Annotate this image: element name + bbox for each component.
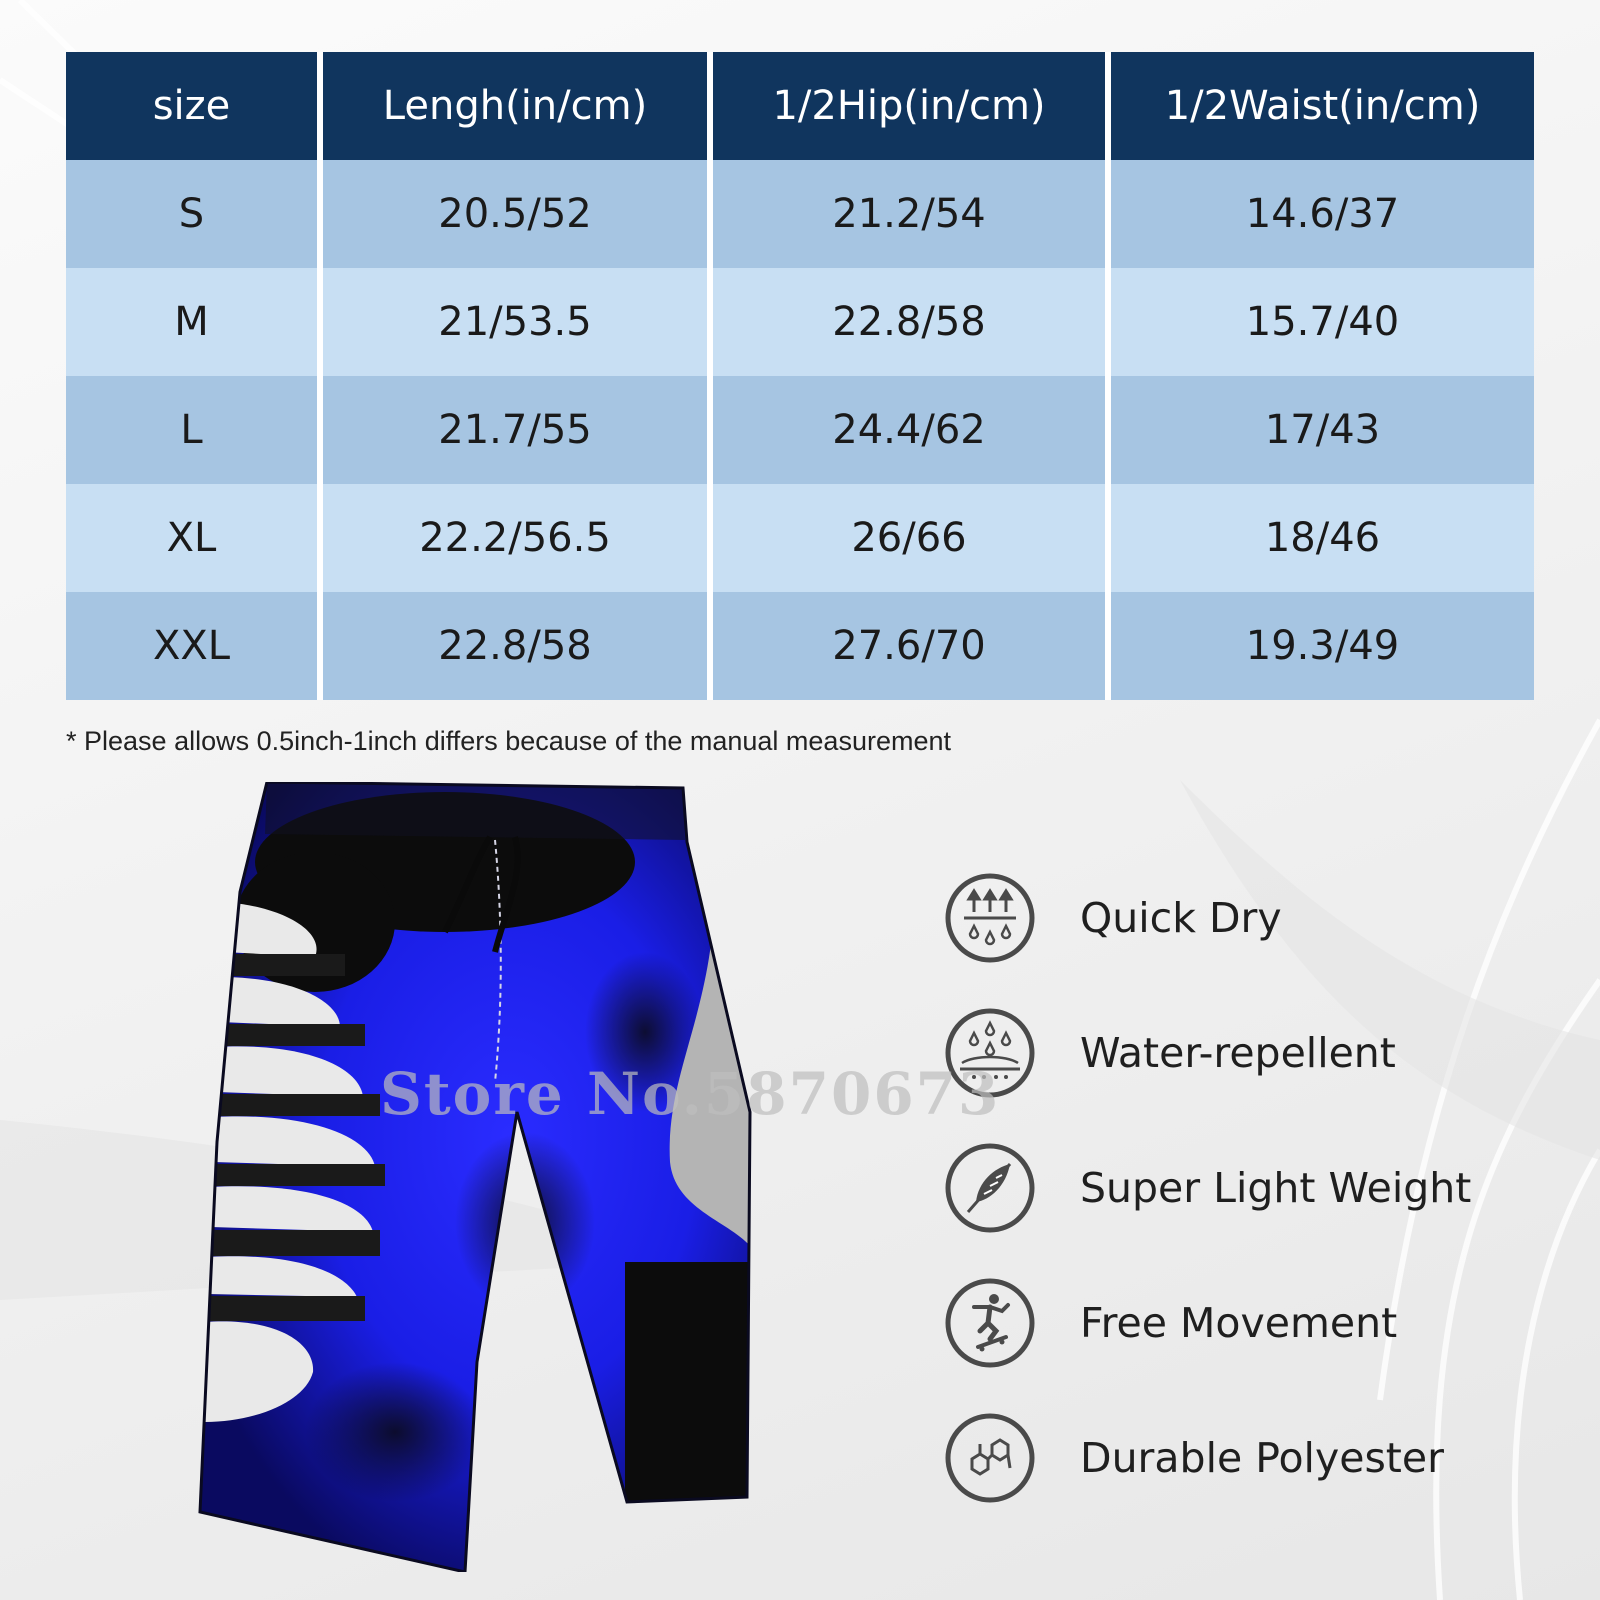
cell-size: S (66, 160, 323, 268)
size-chart-table (66, 52, 1534, 700)
cell-size: M (66, 268, 323, 376)
feature-super-light-weight (944, 1142, 1471, 1234)
cell-size: XXL (66, 592, 323, 700)
header-half-waist: 1/2Waist(in/cm) (1111, 52, 1534, 160)
cell-hip: 24.4/62 (713, 376, 1111, 484)
feature-label: Super Light Weight (1080, 1164, 1472, 1212)
molecule-icon (944, 1412, 1036, 1504)
cell-hip: 21.2/54 (713, 160, 1111, 268)
cell-waist: 18/46 (1111, 484, 1534, 592)
cell-waist: 14.6/37 (1111, 160, 1534, 268)
quick-dry-icon (944, 872, 1036, 964)
header-half-hip: 1/2Hip(in/cm) (713, 52, 1111, 160)
cell-length: 21/53.5 (323, 268, 713, 376)
cell-length: 22.2/56.5 (323, 484, 713, 592)
feather-icon (944, 1142, 1036, 1234)
feature-list (944, 872, 1471, 1547)
cell-hip: 22.8/58 (713, 268, 1111, 376)
feature-water-repellent (944, 1007, 1471, 1099)
feature-quick-dry (944, 872, 1471, 964)
table-row (66, 268, 1534, 376)
store-watermark: Store No.5870673 (380, 1060, 1001, 1128)
cell-waist: 19.3/49 (1111, 592, 1534, 700)
cell-length: 22.8/58 (323, 592, 713, 700)
feature-label: Free Movement (1080, 1299, 1398, 1347)
feature-label: Water-repellent (1080, 1029, 1396, 1077)
cell-hip: 26/66 (713, 484, 1111, 592)
cell-waist: 15.7/40 (1111, 268, 1534, 376)
board-shorts-image (195, 782, 765, 1572)
table-header-row (66, 52, 1534, 160)
cell-hip: 27.6/70 (713, 592, 1111, 700)
header-size: size (66, 52, 323, 160)
feature-label: Quick Dry (1080, 894, 1282, 942)
feature-durable-polyester (944, 1412, 1471, 1504)
header-length: Lengh(in/cm) (323, 52, 713, 160)
cell-size: XL (66, 484, 323, 592)
feature-free-movement (944, 1277, 1471, 1369)
cell-length: 21.7/55 (323, 376, 713, 484)
measurement-note: * Please allows 0.5inch-1inch differs because of the manual measurement (66, 726, 952, 756)
cell-waist: 17/43 (1111, 376, 1534, 484)
table-row (66, 160, 1534, 268)
table-row (66, 484, 1534, 592)
table-row (66, 592, 1534, 700)
feature-label: Durable Polyester (1080, 1434, 1444, 1482)
cell-size: L (66, 376, 323, 484)
table-row (66, 376, 1534, 484)
skateboarder-icon (944, 1277, 1036, 1369)
cell-length: 20.5/52 (323, 160, 713, 268)
